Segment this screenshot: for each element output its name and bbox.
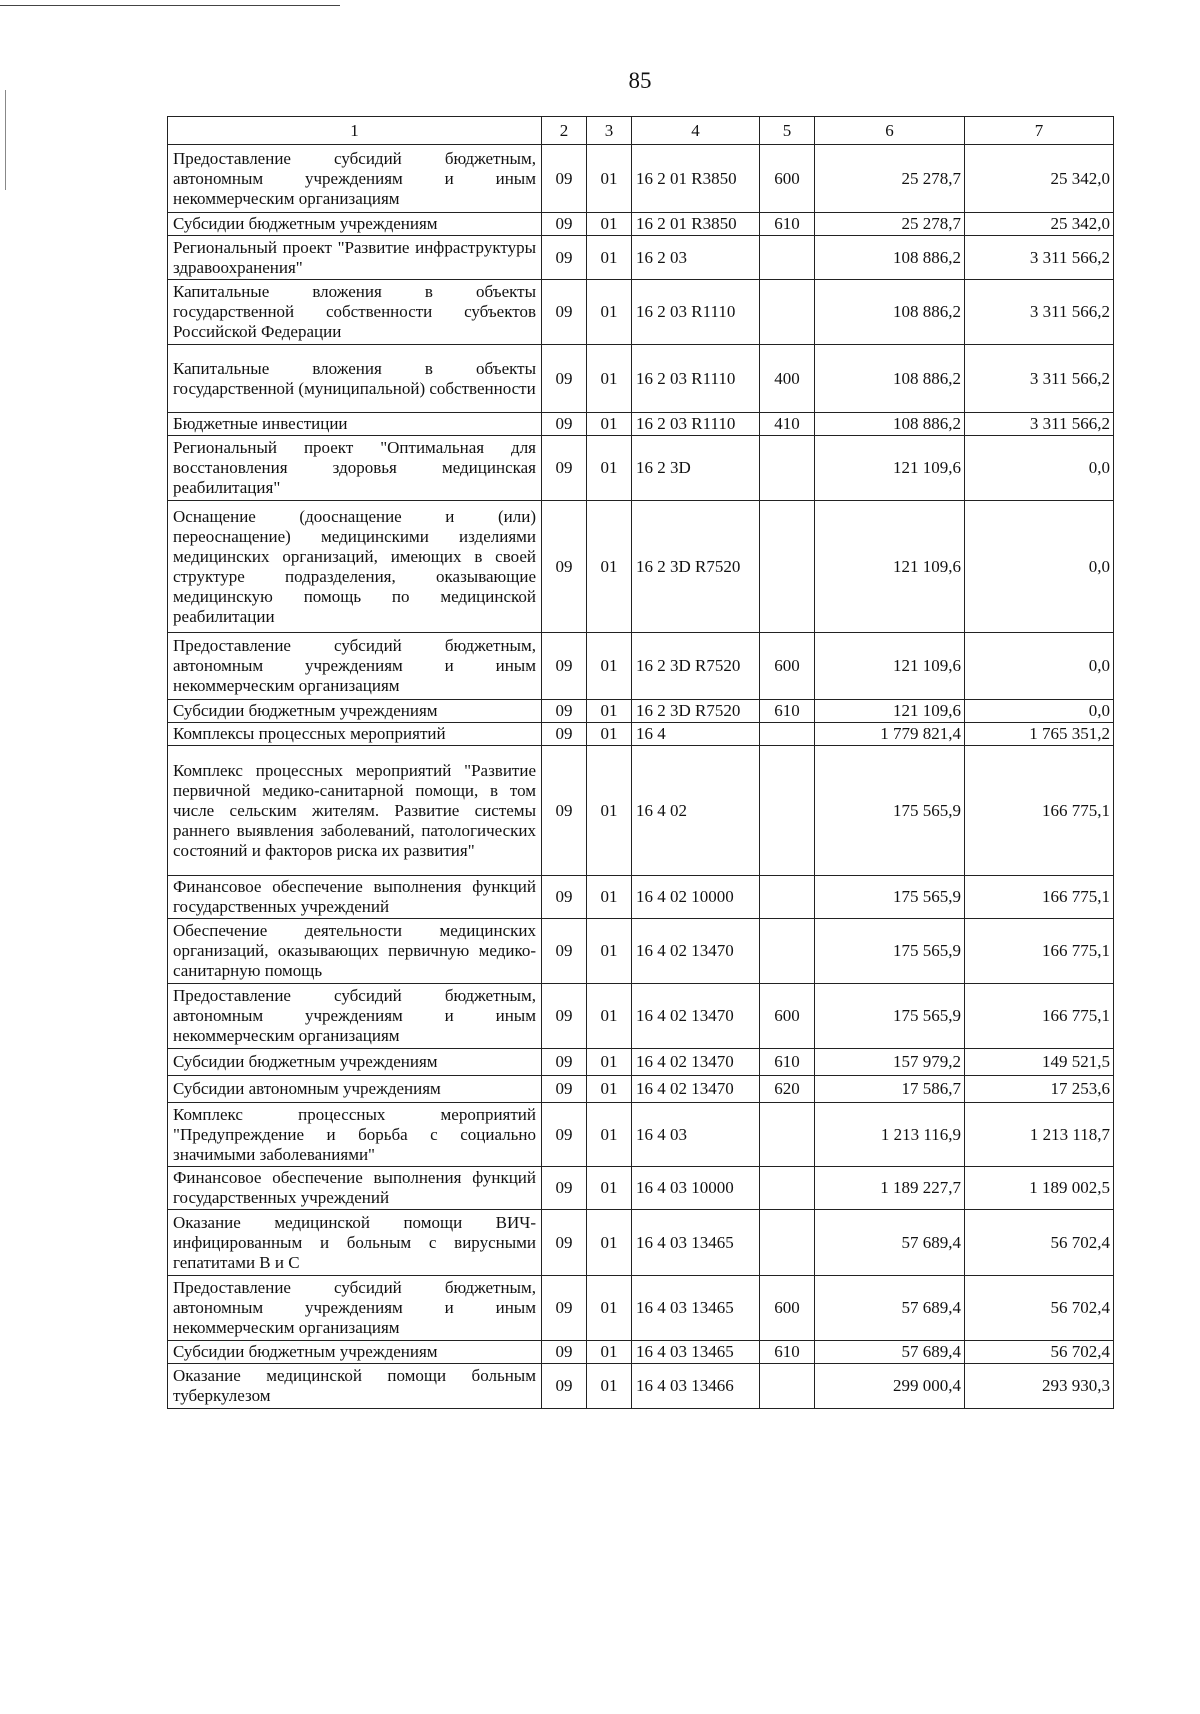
cell-amount-year1: 17 586,7	[815, 1076, 965, 1103]
cell-subsection: 01	[587, 1076, 632, 1103]
cell-amount-year2: 166 775,1	[965, 919, 1114, 984]
cell-amount-year2: 25 342,0	[965, 145, 1114, 213]
table-row	[168, 876, 1114, 919]
cell-subsection: 01	[587, 1167, 632, 1210]
cell-subsection: 01	[587, 413, 632, 436]
cell-amount-year1: 175 565,9	[815, 984, 965, 1049]
cell-amount-year1: 1 213 116,9	[815, 1103, 965, 1167]
cell-description: Капитальные вложения в объекты государственной собственности субъектов Российской Федерации	[168, 280, 542, 345]
cell-subsection: 01	[587, 876, 632, 919]
table-row	[168, 1167, 1114, 1210]
cell-amount-year2: 3 311 566,2	[965, 280, 1114, 345]
table-row	[168, 633, 1114, 700]
cell-amount-year2: 0,0	[965, 436, 1114, 501]
cell-expense-type	[760, 1167, 815, 1210]
cell-amount-year1: 121 109,6	[815, 436, 965, 501]
cell-description: Предоставление субсидий бюджетным, автономным учреждениям и иным некоммерческим организациям	[168, 984, 542, 1049]
cell-subsection: 01	[587, 280, 632, 345]
table-row	[168, 236, 1114, 280]
cell-description: Оснащение (дооснащение и (или) переоснащение) медицинскими изделиями медицинских организаций, имеющих в своей структуре подразделения, оказывающие медицинскую помощь по медицинской реабилитации	[168, 501, 542, 633]
cell-target-article: 16 4 03 13465	[632, 1341, 760, 1364]
table-row	[168, 1076, 1114, 1103]
scan-margin-mark	[5, 90, 6, 190]
cell-amount-year2: 17 253,6	[965, 1076, 1114, 1103]
cell-description: Оказание медицинской помощи ВИЧ-инфицированным и больным с вирусными гепатитами В и С	[168, 1210, 542, 1276]
cell-expense-type	[760, 436, 815, 501]
cell-description: Финансовое обеспечение выполнения функций государственных учреждений	[168, 876, 542, 919]
cell-section: 09	[542, 1341, 587, 1364]
cell-target-article: 16 2 3D R7520	[632, 633, 760, 700]
cell-subsection: 01	[587, 1103, 632, 1167]
table-row	[168, 1049, 1114, 1076]
cell-description: Предоставление субсидий бюджетным, автономным учреждениям и иным некоммерческим организациям	[168, 633, 542, 700]
cell-section: 09	[542, 1364, 587, 1409]
cell-target-article: 16 2 3D	[632, 436, 760, 501]
cell-target-article: 16 2 3D R7520	[632, 700, 760, 723]
cell-expense-type: 620	[760, 1076, 815, 1103]
cell-amount-year2: 166 775,1	[965, 984, 1114, 1049]
cell-amount-year1: 175 565,9	[815, 746, 965, 876]
cell-section: 09	[542, 1049, 587, 1076]
cell-description: Субсидии бюджетным учреждениям	[168, 1049, 542, 1076]
cell-amount-year1: 121 109,6	[815, 633, 965, 700]
cell-amount-year1: 57 689,4	[815, 1341, 965, 1364]
cell-subsection: 01	[587, 1341, 632, 1364]
cell-subsection: 01	[587, 984, 632, 1049]
table-row	[168, 1210, 1114, 1276]
cell-amount-year1: 108 886,2	[815, 236, 965, 280]
cell-subsection: 01	[587, 723, 632, 746]
table-row	[168, 436, 1114, 501]
cell-description: Комплекс процессных мероприятий "Развитие первичной медико-санитарной помощи, в том числе сельским жителям. Развитие системы раннего выявления заболеваний, патологических состояний и факторов риска их развития"	[168, 746, 542, 876]
cell-amount-year2: 166 775,1	[965, 746, 1114, 876]
cell-description: Капитальные вложения в объекты государственной (муниципальной) собственности	[168, 345, 542, 413]
cell-expense-type: 600	[760, 145, 815, 213]
header-cell: 5	[760, 117, 815, 145]
cell-section: 09	[542, 345, 587, 413]
cell-subsection: 01	[587, 700, 632, 723]
cell-subsection: 01	[587, 1364, 632, 1409]
cell-amount-year1: 57 689,4	[815, 1276, 965, 1341]
cell-amount-year1: 108 886,2	[815, 280, 965, 345]
cell-amount-year1: 25 278,7	[815, 145, 965, 213]
cell-section: 09	[542, 1276, 587, 1341]
cell-section: 09	[542, 436, 587, 501]
cell-description: Региональный проект "Оптимальная для восстановления здоровья медицинская реабилитация"	[168, 436, 542, 501]
cell-amount-year1: 175 565,9	[815, 919, 965, 984]
scan-edge-line	[0, 5, 340, 6]
cell-subsection: 01	[587, 1210, 632, 1276]
table-body	[168, 145, 1114, 1409]
cell-section: 09	[542, 236, 587, 280]
cell-description: Финансовое обеспечение выполнения функций государственных учреждений	[168, 1167, 542, 1210]
cell-expense-type: 610	[760, 213, 815, 236]
cell-target-article: 16 4 02 13470	[632, 984, 760, 1049]
budget-table	[167, 116, 1114, 1409]
cell-target-article: 16 2 3D R7520	[632, 501, 760, 633]
cell-expense-type	[760, 746, 815, 876]
table-row	[168, 984, 1114, 1049]
cell-expense-type	[760, 280, 815, 345]
table-row	[168, 1103, 1114, 1167]
cell-section: 09	[542, 145, 587, 213]
header-cell: 2	[542, 117, 587, 145]
cell-amount-year2: 25 342,0	[965, 213, 1114, 236]
cell-description: Предоставление субсидий бюджетным, автономным учреждениям и иным некоммерческим организациям	[168, 1276, 542, 1341]
cell-amount-year2: 3 311 566,2	[965, 236, 1114, 280]
cell-amount-year1: 121 109,6	[815, 501, 965, 633]
cell-amount-year2: 56 702,4	[965, 1210, 1114, 1276]
cell-target-article: 16 2 01 R3850	[632, 145, 760, 213]
cell-subsection: 01	[587, 919, 632, 984]
table-row	[168, 145, 1114, 213]
cell-amount-year1: 108 886,2	[815, 413, 965, 436]
cell-expense-type: 600	[760, 633, 815, 700]
table-row	[168, 919, 1114, 984]
cell-section: 09	[542, 413, 587, 436]
cell-target-article: 16 4 02 13470	[632, 1076, 760, 1103]
cell-target-article: 16 4 03 13465	[632, 1210, 760, 1276]
cell-section: 09	[542, 1167, 587, 1210]
cell-description: Комплекс процессных мероприятий "Предупреждение и борьба с социально значимыми заболеваниями"	[168, 1103, 542, 1167]
cell-amount-year2: 56 702,4	[965, 1276, 1114, 1341]
cell-section: 09	[542, 280, 587, 345]
cell-section: 09	[542, 213, 587, 236]
cell-target-article: 16 4 03 13465	[632, 1276, 760, 1341]
cell-amount-year2: 1 189 002,5	[965, 1167, 1114, 1210]
cell-target-article: 16 4	[632, 723, 760, 746]
cell-subsection: 01	[587, 345, 632, 413]
cell-amount-year2: 3 311 566,2	[965, 413, 1114, 436]
cell-amount-year1: 108 886,2	[815, 345, 965, 413]
cell-target-article: 16 4 03 10000	[632, 1167, 760, 1210]
header-cell: 3	[587, 117, 632, 145]
cell-target-article: 16 2 03 R1110	[632, 345, 760, 413]
cell-expense-type	[760, 1364, 815, 1409]
cell-section: 09	[542, 984, 587, 1049]
cell-subsection: 01	[587, 1276, 632, 1341]
header-cell: 7	[965, 117, 1114, 145]
cell-description: Комплексы процессных мероприятий	[168, 723, 542, 746]
cell-description: Субсидии бюджетным учреждениям	[168, 700, 542, 723]
cell-amount-year2: 0,0	[965, 700, 1114, 723]
cell-target-article: 16 2 03	[632, 236, 760, 280]
cell-subsection: 01	[587, 501, 632, 633]
cell-target-article: 16 2 03 R1110	[632, 413, 760, 436]
cell-description: Региональный проект "Развитие инфраструктуры здравоохранения"	[168, 236, 542, 280]
cell-expense-type	[760, 919, 815, 984]
cell-amount-year2: 149 521,5	[965, 1049, 1114, 1076]
cell-amount-year2: 166 775,1	[965, 876, 1114, 919]
cell-amount-year1: 1 189 227,7	[815, 1167, 965, 1210]
cell-section: 09	[542, 1103, 587, 1167]
cell-section: 09	[542, 876, 587, 919]
cell-amount-year1: 25 278,7	[815, 213, 965, 236]
cell-amount-year1: 1 779 821,4	[815, 723, 965, 746]
page-number: 85	[628, 68, 652, 93]
header-row	[168, 117, 1114, 145]
cell-target-article: 16 4 02 10000	[632, 876, 760, 919]
cell-expense-type	[760, 1210, 815, 1276]
cell-section: 09	[542, 746, 587, 876]
table-row	[168, 1341, 1114, 1364]
cell-amount-year1: 157 979,2	[815, 1049, 965, 1076]
cell-amount-year1: 121 109,6	[815, 700, 965, 723]
cell-section: 09	[542, 1210, 587, 1276]
cell-subsection: 01	[587, 1049, 632, 1076]
cell-expense-type	[760, 1103, 815, 1167]
cell-target-article: 16 2 01 R3850	[632, 213, 760, 236]
cell-expense-type	[760, 236, 815, 280]
cell-description: Обеспечение деятельности медицинских организаций, оказывающих первичную медико-санитарную помощь	[168, 919, 542, 984]
table-row	[168, 345, 1114, 413]
cell-description: Субсидии автономным учреждениям	[168, 1076, 542, 1103]
cell-amount-year2: 1 213 118,7	[965, 1103, 1114, 1167]
cell-amount-year2: 56 702,4	[965, 1341, 1114, 1364]
cell-target-article: 16 2 03 R1110	[632, 280, 760, 345]
cell-expense-type: 600	[760, 1276, 815, 1341]
cell-section: 09	[542, 919, 587, 984]
table-row	[168, 746, 1114, 876]
cell-expense-type: 610	[760, 1341, 815, 1364]
table-row	[168, 700, 1114, 723]
cell-expense-type	[760, 501, 815, 633]
cell-amount-year1: 175 565,9	[815, 876, 965, 919]
cell-expense-type: 600	[760, 984, 815, 1049]
header-cell: 6	[815, 117, 965, 145]
header-cell: 1	[168, 117, 542, 145]
cell-expense-type: 410	[760, 413, 815, 436]
table-row	[168, 723, 1114, 746]
header-cell: 4	[632, 117, 760, 145]
cell-amount-year1: 299 000,4	[815, 1364, 965, 1409]
cell-amount-year2: 293 930,3	[965, 1364, 1114, 1409]
cell-description: Субсидии бюджетным учреждениям	[168, 1341, 542, 1364]
cell-description: Предоставление субсидий бюджетным, автономным учреждениям и иным некоммерческим организациям	[168, 145, 542, 213]
cell-amount-year1: 57 689,4	[815, 1210, 965, 1276]
table-row	[168, 213, 1114, 236]
cell-subsection: 01	[587, 213, 632, 236]
cell-expense-type: 400	[760, 345, 815, 413]
cell-amount-year2: 0,0	[965, 501, 1114, 633]
cell-section: 09	[542, 1076, 587, 1103]
table-row	[168, 413, 1114, 436]
table-row	[168, 1276, 1114, 1341]
cell-target-article: 16 4 02 13470	[632, 1049, 760, 1076]
cell-amount-year2: 0,0	[965, 633, 1114, 700]
table-row	[168, 501, 1114, 633]
cell-expense-type	[760, 876, 815, 919]
cell-subsection: 01	[587, 436, 632, 501]
cell-expense-type: 610	[760, 700, 815, 723]
cell-target-article: 16 4 03 13466	[632, 1364, 760, 1409]
cell-subsection: 01	[587, 633, 632, 700]
cell-description: Субсидии бюджетным учреждениям	[168, 213, 542, 236]
table-row	[168, 1364, 1114, 1409]
cell-description: Оказание медицинской помощи больным туберкулезом	[168, 1364, 542, 1409]
cell-subsection: 01	[587, 746, 632, 876]
cell-section: 09	[542, 633, 587, 700]
cell-subsection: 01	[587, 145, 632, 213]
cell-description: Бюджетные инвестиции	[168, 413, 542, 436]
cell-target-article: 16 4 02 13470	[632, 919, 760, 984]
cell-subsection: 01	[587, 236, 632, 280]
cell-section: 09	[542, 700, 587, 723]
cell-section: 09	[542, 723, 587, 746]
cell-section: 09	[542, 501, 587, 633]
cell-target-article: 16 4 03	[632, 1103, 760, 1167]
cell-expense-type	[760, 723, 815, 746]
table-row	[168, 280, 1114, 345]
cell-amount-year2: 3 311 566,2	[965, 345, 1114, 413]
cell-expense-type: 610	[760, 1049, 815, 1076]
cell-amount-year2: 1 765 351,2	[965, 723, 1114, 746]
cell-target-article: 16 4 02	[632, 746, 760, 876]
